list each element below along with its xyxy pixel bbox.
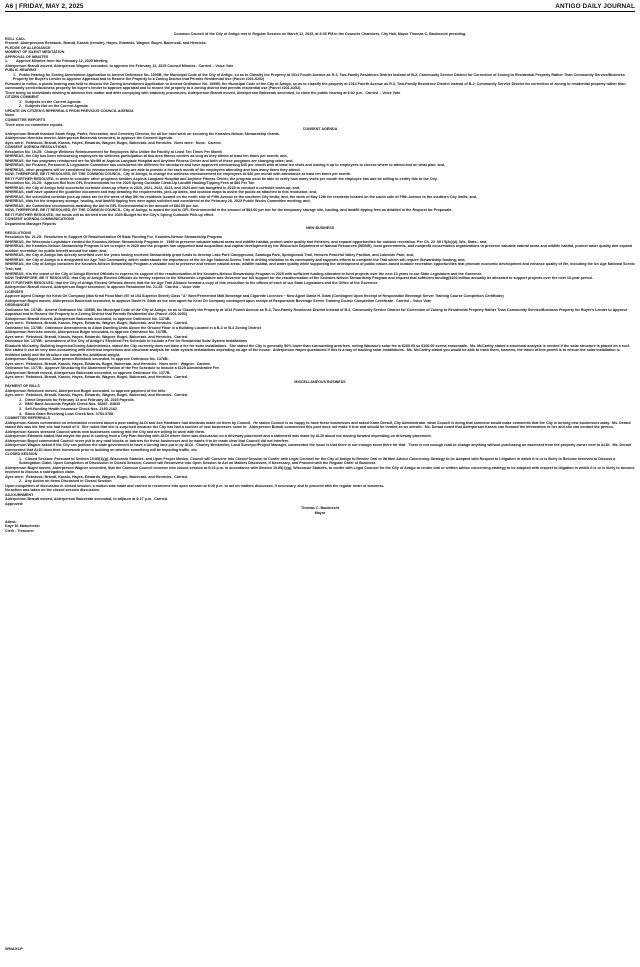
notice-paragraph: PLEDGE OF ALLEGIANCE [5,45,51,50]
notice-paragraph: ORDINANCES [5,303,30,308]
notice-paragraph: BE IT FURTHER RESOLVED, the funds will be derived from the 2025 Budget for the City's Spring Curbside Pick-up effort. [5,212,215,217]
notice-paragraph: WHEREAS, the City of Antigo considers the Knowles-Nelson Stewardship Program a valuable tool to preserve and restore natural areas, wildlife habitat, and water quality while supporting the development of public nature-based outdoor recreation opportunities that promote economic development and enhance quality of life, including the Ice Age National Scenic Trail; and, [5,262,636,271]
notice-paragraph: Alderperson Wagner asked if the City can petition the state government to have a turning lane put in by ALDI. Charley Brinkmeier, Land Surveyor/Project Manager, commented the issue is that there is not enough room there for that. There is not enough road to change anything without purchasing an easement from the property owner next to ALDI. Ms. Derauf commented that ALDI does their homework prior to building on whether something will be impeding traffic, etc. [5,443,633,452]
notice-paragraph: WHEREAS, the Committee recommends awarding the bid to GFL Environmental in the amount of $84.00 per ton. [5,203,200,208]
notice-paragraph: Ayes were: Rebstock, Brandt, Kassis, Hayes, Edwards, Wagner, Bugni, Balcerzak, and Henricks. Carried. [5,334,189,339]
notice-paragraph: WHEREAS, the City has been reimbursing employees for wellness participation at two area fitness centers as long as they attend at least ten times per month; and, [5,154,288,159]
notice-paragraph: Thomas C. Bauknecht [300,506,340,511]
notice-paragraph: Ayes were: Rebstock, Brandt, Kassis, Hayes, Edwards, Wagner, Bugni, Balcerzak, and Henricks. Carried. [5,393,189,398]
notice-paragraph: MOMENT OF SILENT MEDITATION [5,50,65,55]
notice-paragraph: Ordinance No. 1374B: Amend Ordinance No. 1095B, the Municipal Code of the City of Antigo, so as to Classify the Property at 1014 Fourth Avenue as R-3, Two-Family Residence District Instead of B-2, Community Service District for Correction of Zoning to Residential Property Rather Than Community Service/Business Property for Buyer's Lender to Approve Appraisal and to Rezone the Property to a Zoning District that Permits Residential Use (Parcel #201-0252) [5,307,629,317]
notice-paragraph: MISCELLANEOUS BUSINESS [294,379,346,384]
notice-paragraph: Alderperson Brandt moved, Alderperson Balcerzak seconded, to approve Ordinance No. 1374B. [5,316,171,321]
notice-code: WNAXLP [5,946,23,951]
notice-paragraph: NEW BUSINESS [305,226,335,231]
notice-paragraph: BE IT FURTHER RESOLVED, that the City of Antigo Elected Officials directs that the Ice Age Trail Alliance forward a copy of this resolution to the offices of each of our State Legislators and the Office of the Governor. [5,280,378,285]
notice-paragraph: Ordinance No. 1376B: Amendment of the City of Antigo's Electrical Fee Schedule to Include a Fee for Residential Solar System Installations [5,339,248,344]
notice-paragraph: Alderperson Kassis commented on information received about a post stating ALDI and Ace Hardware had demands made on them by Council. He stated Council is so happy to have these businesses and asked Karin Derauf, City Administrator, what Council is doing that someone would make comments that the City is turning new businesses away. Ms. Derauf stated this was the first she had heard of it. She noted that she is surprised because the City has had a number of new businesses come in. Alderperson Brandt commented this post does not make it true and should be treated as an untruth. Ms. Derauf noted that Alderperson Kassis can forward the information to her and she can contact the person. Alderperson Kassis stressed Council wants new businesses coming into the City and are willing to work with them. [5,420,632,434]
notice-paragraph: WHEREAS, the Knowles-Nelson Stewardship Program is set to expire in 2025 and the program has supported land acquisition and capital development by the Wisconsin Department of Natural Resources (WDNR), local governments, and nonprofit conservation organizations to preserve valuable natural areas and wildlife habitat, protect water quality and expand outdoor recreation for public benefit around the state; and, [5,244,634,253]
notice-paragraph: Approved: [5,501,24,506]
notice-paragraph: CONSENT AGENDA [302,127,338,132]
notice-paragraph: Alderperson Henricks moved, Alderperson Bugni seconded, to approve Ordinance No. 1375B. [5,330,168,335]
notice-paragraph: There being no individuals wishing to address this matter and after complying with statutory procedures, Alderperson Brandt moved, Alderperson Balcerzak seconded, to close the public hearing at 6:02 p.m. Carried – Voice Vote [5,90,401,95]
notice-paragraph: Alderperson Rebstock moved, Alderperson Bugni seconded, to approve payment of the bills. [5,388,167,393]
notice-paragraph: ROLL CALL [5,36,26,41]
notice-paragraph: Resolution No. 21-25: Resolution In Support Of Reauthorization Of State Funding For Knowles-Nelson Stewardship Program [5,235,223,240]
notice-paragraph: NOW THEREFORE, BE IT RESOLVED, that City of Antigo Elected Officials do hereby express to the Wisconsin Legislature and Governor our full support for the reauthorization of the Knowles-Nelson Stewardship Program and request that sufficient funding($100 million annually be allocated to support projects over the next 10-year period. [5,276,593,281]
notice-paragraph: Resolution No. 19-25: Change Wellness Reimbursement for Employees Who Utilize the Facility at Least Ten Times Per Month [5,149,222,154]
notice-paragraph: UPDATE ON CITIZEN'S REFERRALS FROM PREVIOUS COUNCIL AGENDA [5,108,134,113]
notice-paragraph: Mayor [314,510,326,515]
notice-paragraph: Alderperson Brandt moved, Alderperson Balcerzak seconded, to adjourn at 6:27 p.m. Carried. [5,497,168,502]
notice-paragraph: Alderperson Bugni moved, Alderperson Balcerzak seconded, to approve David H. Stark as the new agent for Krist Oil Company contingent upon receipt of Responsible Beverage Server Training Course Completion Certificate. Carried – Voice Vote [5,298,431,303]
notice-paragraph: Alderperson Bugni moved, Alderperson Wagner seconded, that the Common Council convene into closed session at 6:23 p.m. in accordance with Section 19.85(1)(g), Wisconsin Statutes, to confer with Legal Counsel for the City of Antigo to render oral or written advice concerning strategy to be adopted with respect to litigation in which it is or is likely to become involved to discuss a subrogation claim. [5,465,636,475]
notice-paragraph: Alderperson Bugni moved, Alderperson Rebstock seconded, to approve Ordinance No. 1376B. [5,357,169,362]
notice-paragraph: Ordinance No. 1375B: Ordinance Amendments to Allow Dwelling Units Above the Ground Floor in a Building Located in a B-3 or B-4 Zoning District [5,325,261,330]
notice-paragraph: WHEREAS, the Wisconsin Legislature created the Knowles-Nelson Stewardship Program in 1989 to preserve valuable natural areas and wildlife habitat, protect water quality and fisheries, and expand opportunities for outdoor recreation. Per Ch. 23 .09 I 5(2c)(d), Wis. Stats.; and, [5,239,488,244]
notice-paragraph: 2. BMO Bank Accounts Payable Check Nos. 83467- 83639 [19,402,121,407]
notice-paragraph: Alderperson Henricks moved, Alderperson Balcerzak seconded, to approve the Consent Agenda. [5,136,173,141]
notice-paragraph: Alderperson Brandt moved, Alderperson Balcerzak seconded, to approve Ordinance No. 1377B. [5,370,171,375]
notice-paragraph: 2. Any Action on Items Discussed in Closed Session [19,479,112,484]
notice-paragraph: Ayes were: Rebstock, Brandt, Kassis, Hayes, Edwards, Wagner, Bugni, Balcerzak, and Henricks. Noes were: None. Carried. [5,140,222,145]
notice-paragraph: 1. Direct Deposits for February 14 and February 28, 2025 Payrolls [19,397,134,402]
notice-paragraph: Alderperson Brandt moved, Alderperson Bugni seconded, to approve Resolution No. 21-25. Carried – Voice Vote [5,285,201,290]
notice-paragraph: BE IT FURTHER RESOLVED, in order to consider other programs besides Aspirus Langlade Hospital and Anytime Fitness Center, the program must be able to verify how many visits per month the employee has and be willing to certify this to the City. [5,176,438,181]
notice-paragraph: NOW, THEREFORE, BE IT RESOLVED, BY THE COMMON COUNCIL, City of Antigo, to award the bid to GFL Environmental in the amount of $84.00 per ton for the temporary storage site, hauling, and landfill tipping fees as detailed in the Request for Proposals. [5,208,453,213]
notice-paragraph: Department Manager Reports [5,221,56,226]
notice-paragraph: 1. Subjects on the Current Agenda [19,99,81,104]
notice-paragraph: Present: Alderpersons Rebstock, Brandt, Kassis (remote), Hayes, Edwards, Wagner, Bugni, Balcerzak, and Henricks. [5,41,207,46]
masthead [5,0,635,10]
notice-paragraph: Resolution No. 20-25: Approve Bid from GFL Environmental for the 2025 Spring Curbside Clean-Up Landfill Hauling/Tipping Fees at $84 Per Ton [5,181,255,186]
notice-paragraph: WHEREAS, other programs will be considered for reimbursement if they are able to provide a list each month of the employees attending and how many times they attend. [5,167,301,172]
notice-paragraph: 1. Approve Minutes from the February 12, 2025 Meeting [5,59,108,64]
notice-paragraph: 1. Closed Session: Pursuant to Section 19.85(1)(g), Wisconsin Statutes, and Upon Proper Motion, Council will Convene into Closed Session to Confer with Legal Counsel for the City of Antigo to Render Oral or Written Advice Concerning Strategy to be Adopted with Respect to Litigation in which it is or is likely to Become Involved to Discuss a Subrogation Claim. Upon Completion of Discussion in Closed Session, Council will Reconvene into Open Session to Act on Matters Discussed, if Necessary, and Proceed with the Regular Order of Business [19,456,617,466]
notice-paragraph: RESOLUTIONS [5,230,32,235]
notice-paragraph: 2. Subjects Not on the Current Agenda [19,104,88,109]
notice-paragraph: Alderperson Edwards stated that maybe the post is coming from a City Plan Meeting with ALDI where there was discussion on a driveway placement and a statement was made by ALDI about not moving forward depending on driveway placement. [5,434,432,439]
notice-paragraph: WHEREAS, the Finance, Personnel & Legislative Committee has considered the different fee structures and have approved reimbursing $40 per month with at least ten visits and leaving it up to employees to choose where to attend and on what plan; and, [5,163,445,168]
notice-paragraph: Clerk - Treasurer [5,528,34,533]
notice-paragraph: Approve Agent Change for Kristi Oil Company (dba Kristi Food Mart #57 at 104 Superior Street) Class "A" Beer/Fermented Malt Beverage and Cigarette Licenses ~ New Agent David H. Stark (Contingent Upon Receipt of Responsible Beverage Server Training Course Completion Certificate) [5,294,504,299]
notice-paragraph: CITIZEN COMMENT [5,95,39,100]
notice-paragraph: WHEREAS, the City of Antigo has directly benefited over the years having received Stewardship grant funds to develop Lake Park Campground, Saratoga Park, Springbrook Trail, Heinzen Peaceful Valley Pavilion, and Lakeside Park; and, [5,253,414,258]
notice-paragraph: COMMITTEE REFERRALS [5,416,51,421]
notice-paragraph: ADJOURNMENT [5,492,34,497]
notice-paragraph: Ayes were: Rebstock, Brandt, Kassis, Hayes, Edwards, Wagner, Bugni, Balcerzak, and Henricks. Carried. [5,474,189,479]
notice-paragraph: Alderperson Brandt thanked Sarah Repp, Parks, Recreation, and Cemetery Director, for all her hard work on securing the Knowles-Nelson Stewardship Grants. [5,131,280,136]
notice-paragraph: Elizabeth McCarthy, Building Inspector/Zoning Administrator, stated the City currently does not have a fee for solar installations. She stated the City is generally 50% lower than surrounding area fees, noting Wausau's solar fee is $200.00 so $100.00 seems reasonable. Ms. McCarthy stated a structural analysis is needed if the solar structure is placed on a roof. She stated it can be very time-consuming with electrical inspections and structural analysis for solar system installations depending on age of the house. Alderperson Hayes questioned if this is a way of tracking solar installations. Ms. McCarthy stated you would be able to track them, however, the intent of this permit is to ensure the solar installation is installed safely and the structure can handle the additional weight. [5,343,632,357]
notice-paragraph: WHEREAS, bids for the temporary storage, hauling, and landfill tipping fees were again solicited and considered at the February 26, 2025 Public Works Committee meeting; and, [5,199,311,204]
notice-paragraph: NOW, THEREFORE, BE IT RESOLVED, BY THE COMMON COUNCIL, City of Antigo, to change the wellness reimbursement for employees to $40 per month with attendance at least ten times per month. [5,172,352,177]
newspaper-page [5,0,635,967]
notice-paragraph: 1. Public Hearing for Zoning Amendment Application to Amend Ordinance No. 1095B, the Municipal Code of the City of Antigo, so as to Classify the Property at 1014 Fourth Avenue as R-3, Two-Family Residence District Instead of B-2, Community Service District for Correction of Zoning to Residential Property Rather Than Community Service/Business Property for Buyer's Lender to Approve Appraisal and to Rezone the Property to a Zoning District that Permits Residential Use (Parcel #201-0252) [13,72,626,82]
notice-paragraph: Ordinance No. 1377B: Approve Structuring the Abatement Portion of the Fee Schedule to Include a $125 Administrative Fee [5,366,220,371]
notice-paragraph: 4. Block Grant Revolving Loan Check Nos. 3784-3788 [19,411,114,416]
publication-name: ANTIGO DAILY JOURNAL [555,3,635,10]
notice-paragraph: APPROVAL OF MINUTES [5,54,49,59]
notice-paragraph: COMMITTEE REPORTS [5,117,46,122]
notice-paragraph: CONSENT AGENDA RESOLUTIONS [5,145,67,150]
notice-paragraph: Alderperson Brandt moved, Alderperson Wagner seconded, to approve the February 12, 2025 Council Minutes. Carried – Voice Vote [5,63,234,68]
notice-paragraph: WHEREAS, the scheduled curbside pick-up dates are for the week of May 5th for residents located on the north side of Fifth Avenue to the southern City limits; and, the week of May 12th for residents located on the south side of Fifth Avenue to the southern City limits; and, [5,194,477,199]
notice-paragraph: WHEREAS, the City of Antigo held successful curbside clean-up efforts in 2020, 2021, 2022, 2023, and 2024 and has budgeted in 2025 to conduct a curbside clean-up; and, [5,185,301,190]
notice-paragraph: Ayes were: Rebstock, Brandt, Kassis, Hayes, Edwards, Wagner, Bugni, Balcerzak, and Henricks. Carried. [5,321,189,326]
notice-paragraph: PAYMENT OF BILLS [5,384,40,389]
notice-paragraph: WHEREAS, it is the intent of the City of Antigo Elected Officials to express its support of the reauthorization of the Knowles-Nelson Stewardship Program in 2025 with sufficient funding allocated to fund projects over the next 10 years to our State Legislators and the Governor. [5,271,483,276]
notice-paragraph: There were no committee reports. [5,122,64,127]
notice-paragraph: 3. Self-Funding Health Insurance Check Nos. 2160-2162 [19,406,117,411]
notice-paragraph: PUBLIC HEARING [5,68,37,73]
notice-paragraph: Ayes were: Rebstock, Brandt, Kassis, Hayes, Edwards, Bugni, Balcerzak, and Henricks. Noes were: Wagner. Carried. [5,361,211,366]
notice-paragraph: CLOSED SESSION [5,452,38,457]
notice-paragraph: Pursuant to notice, a public hearing was held to discuss the Zoning Amendment Application to Amend Ordinance No. 1095B, the Municipal Code of the City of Antigo, so as to classify the property at 1014 Fourth Avenue as R-3, Two-Family Residence District Instead of B-2, Community Service District for correction of zoning to residential property rather than community service/business property for buyer's lender to approve appraisal and to rezone the property to a zoning district that permits residential use (Parcel #201-0252). [5,81,627,91]
notice-paragraph: Upon completion of discussion in closed session, a motion was made and carried to reconvene into open session at 6:26 p.m. to act on matters discussed, if necessary, and to proceed with the regular order of business. [5,483,385,488]
notice-paragraph: Kaye M. Matucheski [5,524,40,529]
notice-paragraph: Alderperson Bugni commented Council never put in any road blocks or barriers for these businesses and he wants it to be made clear that Council did not interfere. [5,438,290,443]
notice-paragraph: Attest: [5,519,17,524]
page-date-label: A6 | FRIDAY, MAY 2, 2025 [5,3,84,10]
notice-paragraph: WHEREAS, staff have updated the guideline document and map detailing the requirements, pick-up dates, and location maps to assist the public as attached to this resolution; and, [5,190,317,195]
notice-paragraph: No action was taken on the closed session discussion. [5,488,101,493]
notice-paragraph: Ayes were: Rebstock, Brandt, Kassis, Hayes, Edwards, Wagner, Bugni, Balcerzak, and Henricks. Carried. [5,375,189,380]
notice-paragraph: WHEREAS, the two programs reimbursed are for Wellfit at Aspirus Langlade Hospital and Anytime Fitness Center and both of these programs are changing rates; and, [5,158,294,163]
notice-paragraph: Common Council of the City of Antigo met in Regular Session on March 12, 2025, at 6:00 PM in the Councils Chambers, City Hall, Mayor Thomas C. Bauknecht presiding. [173,32,467,37]
notice-paragraph: None. [5,113,16,118]
notice-paragraph: LICENSES [5,289,24,294]
notice-paragraph: WHEREAS, the City of Antigo is a designated Ice Age Trail Community, which understands the importance of the Ice Age National Scenic Trail in driving visitation to its community and supports efforts to complete the Trail which will require Stewardship funding; and, [5,257,466,262]
legal-notice-body [5,32,635,533]
notice-paragraph: CONSENT AGENDA COMMUNICATIONS [5,217,75,222]
masthead-rule [5,11,635,12]
